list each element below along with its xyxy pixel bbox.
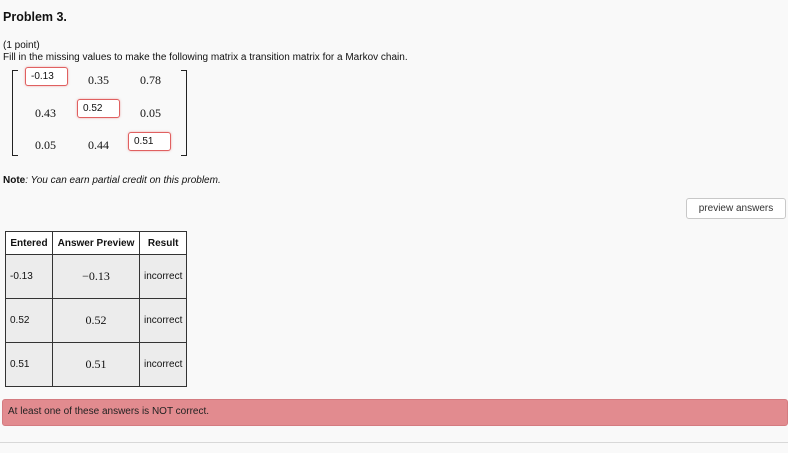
problem-points: (1 point) bbox=[3, 40, 40, 51]
matrix-cell-r2c3: 0.05 bbox=[140, 106, 161, 120]
result-cell: incorrect bbox=[140, 299, 187, 343]
table-row bbox=[6, 299, 187, 343]
entered-cell: 0.51 bbox=[6, 343, 53, 387]
matrix-cell-r3c1: 0.05 bbox=[35, 138, 56, 152]
matrix-cell-r3c2: 0.44 bbox=[88, 138, 109, 152]
entered-cell: -0.13 bbox=[6, 255, 53, 299]
answer-preview-cell: 0.52 bbox=[53, 299, 140, 343]
preview-answers-button[interactable]: preview answers bbox=[686, 198, 786, 219]
matrix-input-r2c2[interactable] bbox=[77, 99, 120, 118]
result-cell: incorrect bbox=[140, 343, 187, 387]
problem-instructions: Fill in the missing values to make the following matrix a transition matrix for a Markov chain. bbox=[3, 52, 408, 63]
matrix-cell-r2c1: 0.43 bbox=[35, 106, 56, 120]
result-cell: incorrect bbox=[140, 255, 187, 299]
matrix-input-r1c1[interactable] bbox=[25, 67, 68, 86]
alert-message: At least one of these answers is NOT correct. bbox=[8, 406, 210, 417]
matrix-cell-r1c2: 0.35 bbox=[88, 73, 109, 87]
matrix-right-bracket bbox=[181, 70, 187, 156]
entered-cell: 0.52 bbox=[6, 299, 53, 343]
table-row bbox=[6, 343, 187, 387]
incorrect-answers-alert bbox=[2, 399, 788, 426]
partial-credit-note bbox=[3, 175, 221, 186]
header-result: Result bbox=[140, 232, 187, 255]
matrix-left-bracket bbox=[12, 70, 18, 156]
answer-preview-cell: 0.51 bbox=[53, 343, 140, 387]
results-table bbox=[5, 231, 187, 387]
note-text: : You can earn partial credit on this problem. bbox=[25, 175, 221, 186]
matrix-cell-r1c3: 0.78 bbox=[140, 73, 161, 87]
matrix-input-r3c3[interactable] bbox=[128, 132, 171, 151]
divider bbox=[0, 442, 788, 443]
results-header-row bbox=[6, 232, 187, 255]
header-answer-preview: Answer Preview bbox=[53, 232, 140, 255]
answer-preview-cell: −0.13 bbox=[53, 255, 140, 299]
table-row bbox=[6, 255, 187, 299]
problem-title: Problem 3. bbox=[3, 10, 67, 24]
note-label: Note bbox=[3, 175, 26, 186]
header-entered: Entered bbox=[6, 232, 53, 255]
